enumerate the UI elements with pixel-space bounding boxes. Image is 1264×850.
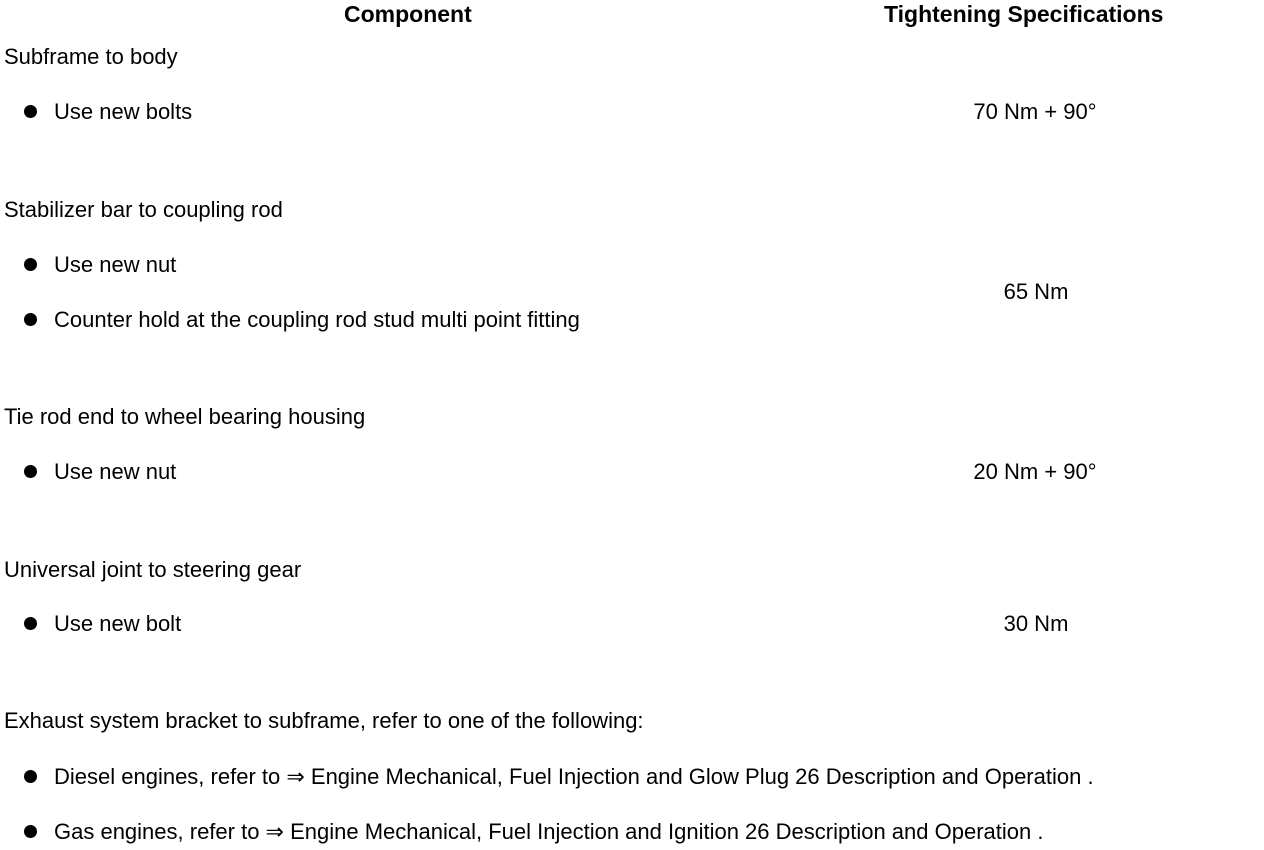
spec-value: 70 Nm + 90°: [973, 99, 1097, 124]
spec-value: 30 Nm: [1003, 611, 1069, 636]
spec-value: 65 Nm: [1003, 279, 1069, 304]
bullet-icon: [24, 105, 37, 118]
row-title: Stabilizer bar to coupling rod: [4, 197, 283, 222]
bullet-text: Use new bolt: [54, 611, 182, 636]
bullet-icon: [24, 770, 37, 783]
bullet-text: Gas engines, refer to ⇒ Engine Mechanical, Fuel Injection and Ignition 26 Description and Operation .: [54, 819, 1044, 844]
bullet-icon: [24, 313, 37, 326]
spec-value: 20 Nm + 90°: [973, 459, 1097, 484]
row-title: Exhaust system bracket to subframe, refer to one of the following:: [4, 708, 644, 733]
column-header-tightening-specifications: Tightening Specifications: [884, 1, 1164, 27]
bullet-icon: [24, 617, 37, 630]
row-title: Tie rod end to wheel bearing housing: [4, 404, 366, 429]
bullet-text: Use new nut: [54, 459, 177, 484]
bullet-icon: [24, 465, 37, 478]
row-title: Universal joint to steering gear: [4, 557, 302, 582]
bullet-icon: [24, 825, 37, 838]
column-header-component: Component: [344, 1, 472, 27]
bullet-text: Diesel engines, refer to ⇒ Engine Mechanical, Fuel Injection and Glow Plug 26 Description and Operation .: [54, 764, 1094, 789]
bullet-icon: [24, 258, 37, 271]
bullet-text: Use new nut: [54, 252, 177, 277]
bullet-text: Use new bolts: [54, 99, 193, 124]
row-title: Subframe to body: [4, 44, 178, 69]
bullet-text: Counter hold at the coupling rod stud multi point fitting: [54, 307, 580, 332]
